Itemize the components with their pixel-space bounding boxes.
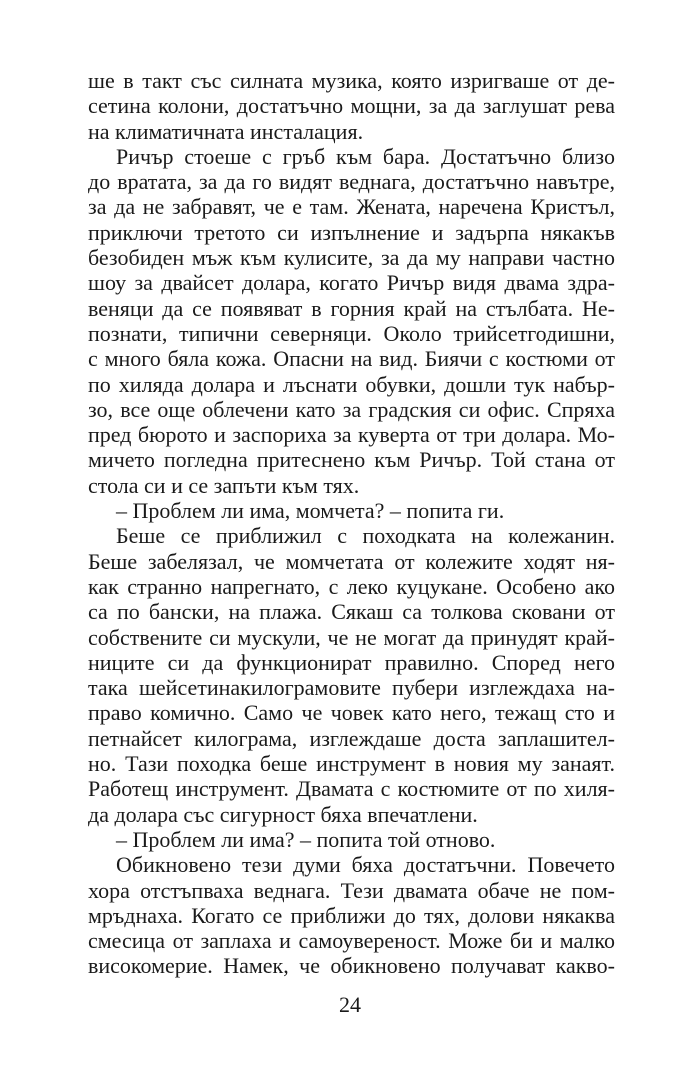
text-line: петнайсет килограма, изглеждаше доста заплашител-: [88, 725, 615, 751]
text-line: Беше се приближил с походката на колежанин.: [116, 523, 615, 549]
text-line: собствените си мускули, че не могат да принудят край-: [88, 624, 615, 650]
text-line: познати, типични северняци. Около трийсетгодишни,: [88, 320, 615, 346]
text-line: по хиляда долара и лъснати обувки, дошли тук набър-: [88, 371, 615, 397]
text-line: смесица от заплаха и самоувереност. Може би и малко: [88, 928, 615, 954]
text-line: така шейсетинакилограмовите пубери изглеждаха на-: [88, 675, 615, 701]
text-line: хора отстъпваха веднага. Тези двамата обаче не пом-: [88, 877, 615, 903]
text-line: Обикновено тези думи бяха достатъчни. Повечето: [116, 852, 615, 878]
text-line: как странно напрегнато, с леко куцукане. Особено ако: [88, 573, 615, 599]
text-line: Беше забелязал, че момчетата от колежите ходят ня-: [88, 548, 615, 574]
text-line: мръднаха. Когато се приближи до тях, долови някаква: [88, 902, 615, 928]
text-line: право комично. Само че човек като него, тежащ сто и: [88, 700, 615, 726]
text-line: шоу за двайсет долара, когато Ричър видя двама здра-: [88, 270, 615, 296]
text-line: веняци да се появяват в горния край на стълбата. Не-: [88, 295, 615, 321]
page-text: [88, 68, 615, 979]
text-line: зо, все още облечени като за градския си офис. Спряха: [88, 396, 615, 422]
text-line: ше в такт със силната музика, която изригваше от де-: [88, 68, 615, 93]
text-line: да долара със сигурност бяха впечатлени.: [88, 801, 478, 827]
text-line: на климатичната инсталация.: [88, 118, 364, 144]
text-line: Работещ инструмент. Двамата с костюмите от по хиля-: [88, 776, 615, 802]
text-line: стола си и се запъти към тях.: [88, 472, 360, 498]
text-line: мичето погледна притеснено към Ричър. Той стана от: [88, 447, 615, 473]
text-line: за да не забравят, че е там. Жената, наречена Кристъл,: [88, 194, 615, 220]
text-line: сетина колони, достатъчно мощни, за да заглушат рева: [88, 93, 615, 119]
text-line: високомерие. Намек, че обикновено получават какво-: [88, 953, 615, 979]
text-line: безобиден мъж към кулисите, за да му направи частно: [88, 245, 615, 271]
text-line: са по бански, на плажа. Сякаш са толкова сковани от: [88, 599, 615, 625]
text-line: до вратата, за да го видят веднага, достатъчно навътре,: [88, 169, 615, 195]
text-line: – Проблем ли има? – попита той отново.: [116, 826, 496, 852]
text-line: пред бюрото и заспориха за куверта от три долара. Мо-: [88, 422, 615, 448]
text-line: приключи третото си изпълнение и задърпа някакъв: [88, 219, 615, 245]
text-line: – Проблем ли има, момчета? – попита ги.: [116, 498, 505, 524]
text-line: с много бяла кожа. Опасни на вид. Биячи с костюми от: [88, 346, 615, 372]
page-number: 24: [339, 992, 361, 1017]
text-line: но. Тази походка беше инструмент в новия му занаят.: [88, 751, 615, 777]
text-line: ниците си да функционират правилно. Според него: [88, 649, 615, 675]
text-line: Ричър стоеше с гръб към бара. Достатъчно близо: [116, 143, 615, 169]
